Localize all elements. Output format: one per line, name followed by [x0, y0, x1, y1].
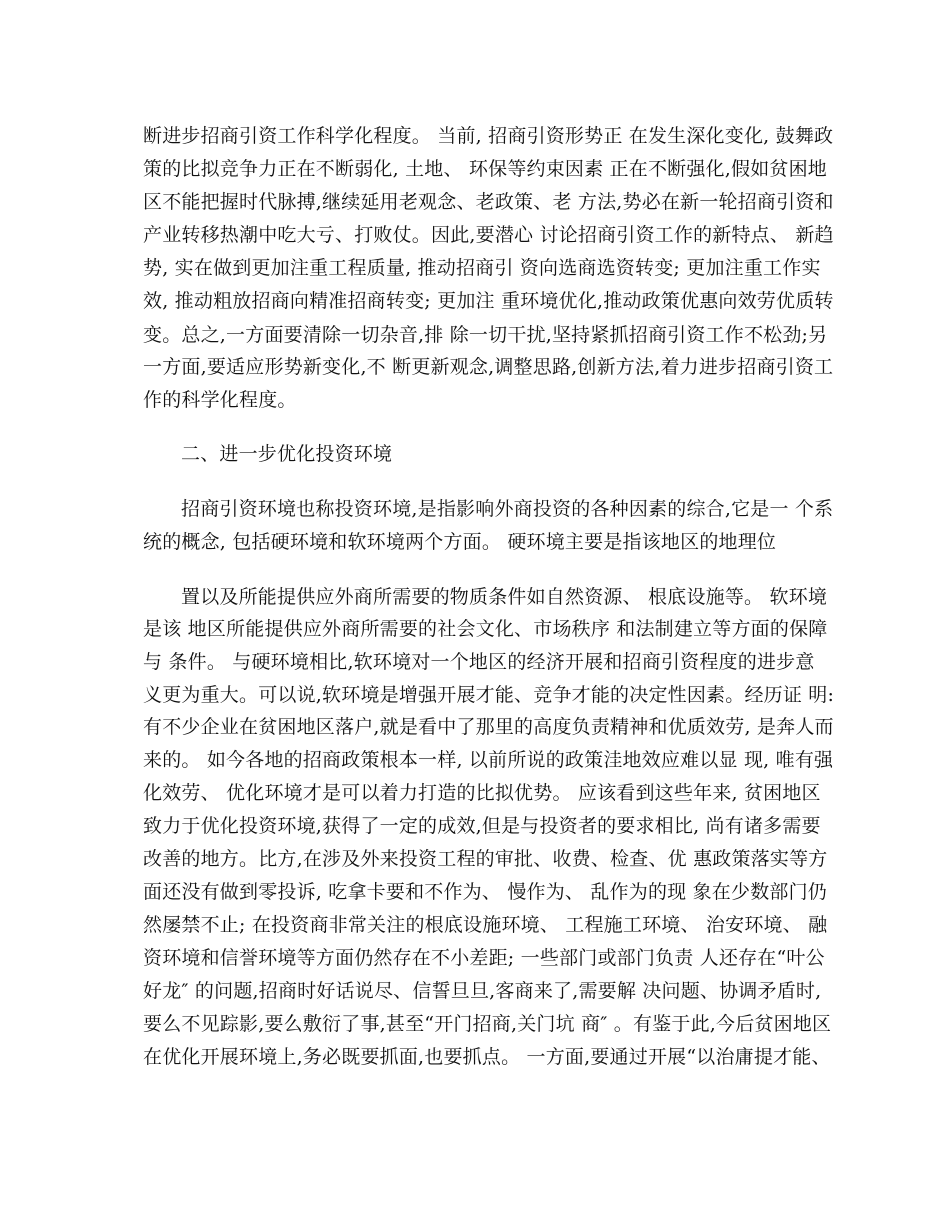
text-line-19: 化效劳、 优化环境才是可以着力打造的比拟优势。 应该看到这些年来, 贫困地区 — [143, 782, 821, 804]
text-line-20: 致力于优化投资环境,获得了一定的成效,但是与投资者的要求相比, 尚有诸多需要 — [143, 815, 821, 837]
text-line-25: 好龙″ 的问题,招商时好话说尽、信誓旦旦,客商来了,需要解 决问题、协调矛盾时, — [143, 980, 822, 1002]
text-line-21: 改善的地方。比方,在涉及外来投资工程的审批、收费、检查、优 惠政策落实等方 — [143, 848, 828, 870]
text-line-18: 来的。 如今各地的招商政策根本一样, 以前所说的政策洼地效应难以显 现, 唯有强 — [143, 749, 834, 771]
text-line-27: 在优化开展环境上,务必既要抓面,也要抓点。 一方面,要通过开展“以治庸提才能、 — [143, 1046, 831, 1068]
text-line-4: 产业转移热潮中吃大亏、打败仗。因此,要潜心 讨论招商引资工作的新特点、 新趋 — [143, 224, 834, 246]
text-line-13: 置以及所能提供应外商所需要的物质条件如自然资源、 根底设施等。 软环境 — [181, 586, 828, 608]
text-line-5: 势, 实在做到更加注重工程质量, 推动招商引 资向选商选资转变; 更加注重工作实 — [143, 257, 821, 279]
section-heading: 二、进一步优化投资环境 — [181, 443, 393, 465]
text-line-11: 招商引资环境也称投资环境,是指影响外商投资的各种因素的综合,它是一 个系 — [181, 498, 834, 520]
text-line-8: 一方面,要适应形势新变化,不 断更新观念,调整思路,创新方法,着力进步招商引资工 — [143, 356, 834, 378]
text-line-6: 效, 推动粗放招商向精准招商转变; 更加注 重环境优化,推动政策优惠向效劳优质转 — [143, 290, 834, 312]
text-line-15: 与 条件。 与硬环境相比,软环境对一个地区的经济开展和招商引资程度的进步意 — [143, 651, 815, 673]
text-line-23: 然屡禁不止; 在投资商非常关注的根底设施环境、 工程施工环境、 治安环境、 融 — [143, 914, 828, 936]
text-line-1: 断进步招商引资工作科学化程度。 当前, 招商引资形势正 在发生深化变化, 鼓舞政 — [143, 125, 834, 147]
text-line-22: 面还没有做到零投诉, 吃拿卡要和不作为、 慢作为、 乱作为的现 象在少数部门仍 — [143, 881, 827, 903]
text-line-16: 义更为重大。可以说,软环境是增强开展才能、竞争才能的决定性因素。经历证 明: — [143, 684, 835, 706]
text-line-17: 有不少企业在贫困地区落户,就是看中了那里的高度负责精神和优质效劳, 是奔人而 — [143, 716, 834, 738]
text-line-2: 策的比拟竞争力正在不断弱化, 土地、 环保等约束因素 正在不断强化,假如贫困地 — [143, 158, 827, 180]
text-line-14: 是该 地区所能提供应外商所需要的社会文化、市场秩序 和法制建立等方面的保障 — [143, 618, 828, 640]
text-line-3: 区不能把握时代脉搏,继续延用老观念、老政策、老 方法,势必在新一轮招商引资和 — [143, 191, 834, 213]
text-line-7: 变。总之,一方面要清除一切杂音,排 除一切干扰,坚持紧抓招商引资工作不松劲;另 — [143, 324, 828, 346]
text-line-24: 资环境和信誉环境等方面仍然存在不小差距; 一些部门或部门负责 人还存在“叶公 — [143, 947, 825, 969]
text-line-12: 统的概念, 包括硬环境和软环境两个方面。 硬环境主要是指该地区的地理位 — [143, 531, 777, 553]
text-line-26: 要么不见踪影,要么敷衍了事,甚至“开门招商,关门坑 商″ 。有鉴于此,今后贫困地区 — [143, 1013, 832, 1035]
text-line-9: 作的科学化程度。 — [143, 389, 297, 411]
